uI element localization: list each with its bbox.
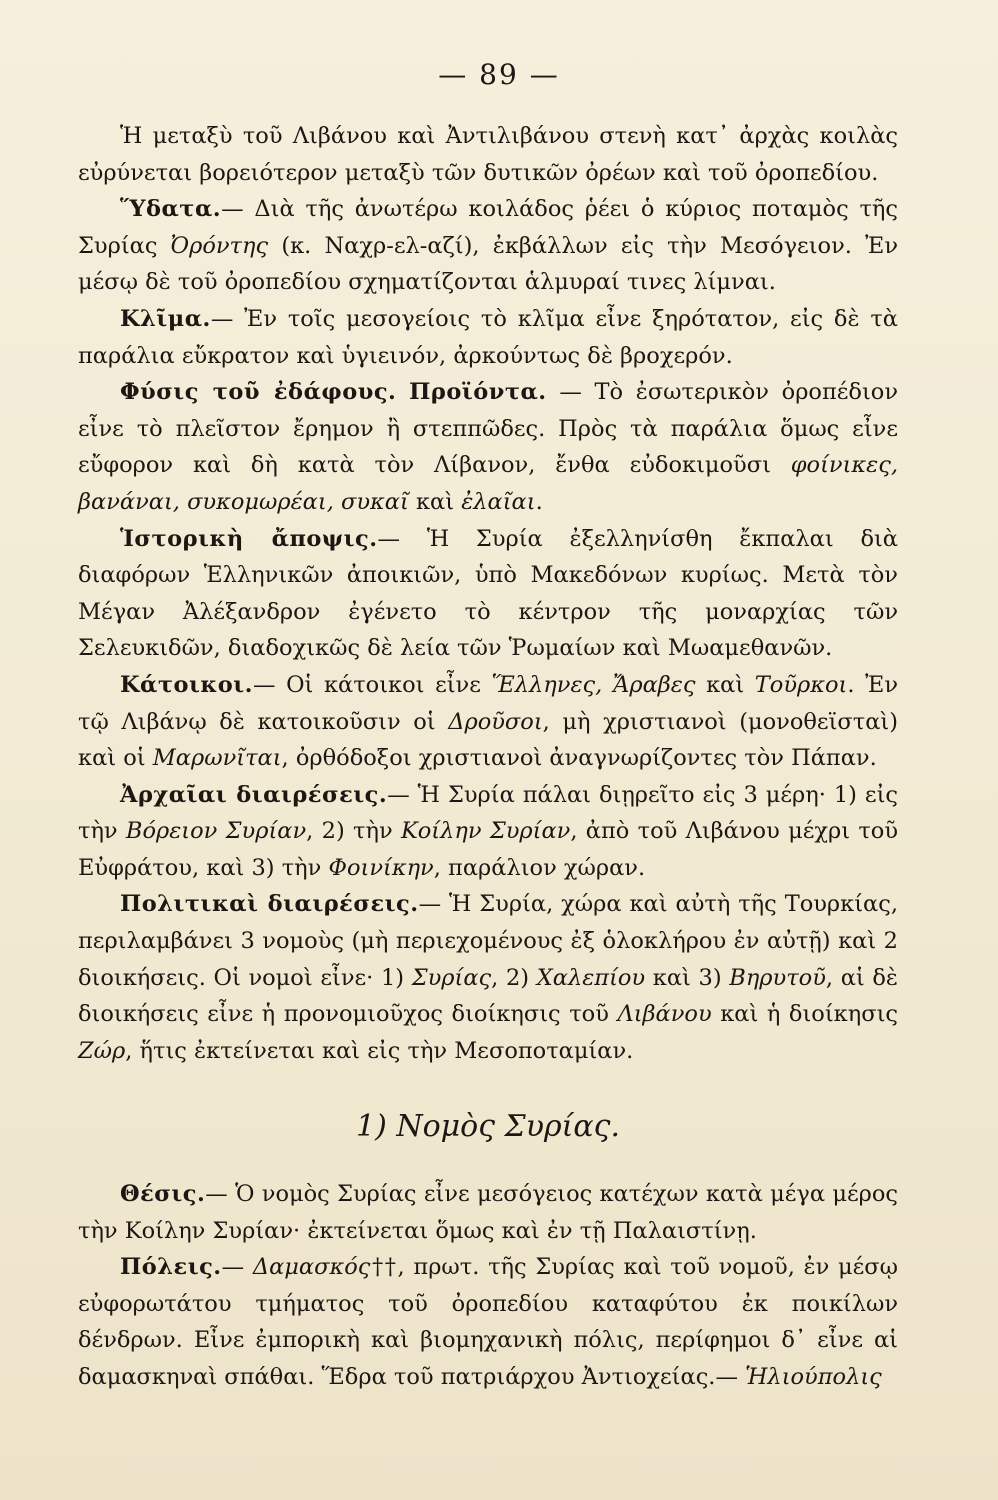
paragraph-position xyxy=(78,1176,898,1249)
text: , ἀπὸ τοῦ Λιβάνου μέχρι τοῦ Εὐφράτου, καὶ 3) τὴν xyxy=(78,818,899,881)
text: Ἡ μεταξὺ τοῦ Λιβάνου καὶ Ἀντιλιβάνου στενὴ κατ᾽ ἀρχὰς κοιλὰς εὐρύνεται βορειότερον μεταξὺ τῶν δυτικῶν ὀρέων καὶ τοῦ ὀροπεδίου. xyxy=(78,123,898,186)
italic-term: Ζώρ xyxy=(78,1037,126,1064)
text: , μὴ χριστιανοὶ (μονοθεϊσταὶ) καὶ οἱ xyxy=(78,708,899,772)
text: . Ἐν τῷ Λιβάνῳ δὲ κατοικοῦσιν οἱ xyxy=(78,671,898,735)
italic-term: Φοινίκην xyxy=(328,854,434,881)
text: . xyxy=(535,488,543,515)
text: , ὀρθόδοξοι χριστιανοὶ ἀναγνωρίζοντες τὸν Πάπαν. xyxy=(281,745,877,772)
paragraph-history xyxy=(78,521,898,667)
section-heading: Προϊόντα. xyxy=(409,379,547,406)
paragraph-waters xyxy=(78,191,898,301)
text: ††, πρωτ. τῆς Συρίας καὶ τοῦ νομοῦ, ἐν μέσῳ εὐφορωτάτου τμήματος τοῦ ὀροπεδίου καταφύτου ἐκ ποικίλων δένδρων. Εἶνε ἐμπορικὴ καὶ βιομηχανικὴ πόλις, περίφημοι δ᾽ εἶνε αἱ δαμασκηναὶ σπάθαι. Ἕδρα τοῦ πατριάρχου Ἀντιοχείας.— xyxy=(78,1254,898,1390)
section-heading: Θέσις. xyxy=(120,1181,206,1208)
text: καὶ ἡ διοίκησις xyxy=(711,1001,898,1028)
paragraph-ancient-divisions xyxy=(78,777,898,887)
paragraph-cities xyxy=(78,1249,898,1395)
section-title: 1) Νομὸς Συρίας. xyxy=(356,1109,620,1145)
text: , ἥτις ἐκτείνεται καὶ εἰς τὴν Μεσοποταμίαν. xyxy=(125,1037,634,1064)
section-heading: Κάτοικοι. xyxy=(120,671,253,698)
text: , 2) τὴν xyxy=(306,818,401,845)
paragraph-climate xyxy=(78,301,898,374)
paragraph-inhabitants xyxy=(78,667,898,777)
section-heading: Ὕδατα. xyxy=(120,196,222,223)
italic-term: Ἡλιούπολις xyxy=(745,1364,882,1390)
italic-term: Κοίλην Συρίαν xyxy=(400,818,571,845)
paragraph-valley xyxy=(78,118,898,191)
text: — Οἱ κάτοικοι εἶνε xyxy=(253,671,492,698)
italic-term: Δαμασκός xyxy=(252,1254,371,1281)
italic-term: Ὀρόντης xyxy=(170,232,269,259)
text: , παράλιον χώραν. xyxy=(433,854,646,881)
text: — Τὸ ἐσωτερικὸν ὀροπέδιον εἶνε τὸ πλεῖστον ἔρημον ἢ στεππῶδες. Πρὸς τὰ παράλια ὅμως εἶνε εὔφορον καὶ δὴ κατὰ τὸν Λίβανον, ἔνθα εὐδοκιμοῦσι xyxy=(78,379,899,479)
italic-term: Λιβάνου xyxy=(617,1001,712,1028)
italic-term: Ἕλληνες, Ἄραβες xyxy=(491,671,696,698)
text: — Ἡ Συρία, χώρα καὶ αὐτὴ τῆς Τουρκίας, περιλαμβάνει 3 νομοὺς (μὴ περιεχομένους ἐξ ὁλοκλήρου ἐν αὐτῇ) καὶ 2 διοικήσεις. Οἱ νομοὶ εἶνε· 1) xyxy=(78,891,898,991)
page-body xyxy=(78,118,898,1396)
section-heading: Φύσις τοῦ ἐδάφους. xyxy=(120,379,397,406)
text: — xyxy=(221,1254,253,1281)
section-heading: Ἱστορικὴ ἄποψις. xyxy=(120,525,378,552)
italic-term: Βόρειον Συρίαν xyxy=(125,818,307,845)
text: — Ἡ Συρία ἐξελληνίσθη ἔκπαλαι διὰ διαφόρων Ἑλληνικῶν ἀποικιῶν, ὑπὸ Μακεδόνων κυρίως. Μετὰ τὸν Μέγαν Ἀλέξανδρον ἐγένετο τὸ κέντρον τῆς μοναρχίας τῶν Σελευκιδῶν, διαδοχικῶς δὲ λεία τῶν Ῥωμαίων καὶ Μωαμεθανῶν. xyxy=(78,525,899,662)
text: , 2) xyxy=(491,964,537,991)
text: — Ἡ Συρία πάλαι διῃρεῖτο εἰς 3 μέρη· 1) εἰς τὴν xyxy=(78,781,898,845)
paragraph-soil-products xyxy=(78,374,898,520)
paragraph-political-divisions xyxy=(78,886,898,1069)
italic-term: Βηρυτοῦ xyxy=(729,964,826,991)
italic-term: Τοῦρκοι xyxy=(754,671,848,698)
section-heading: Πόλεις. xyxy=(120,1254,222,1281)
text: , αἱ δὲ διοικήσεις εἶνε ἡ προνομιοῦχος διοίκησις τοῦ xyxy=(78,964,898,1028)
italic-term: ἐλαῖαι xyxy=(461,488,536,515)
section-heading: Πολιτικαὶ διαιρέσεις. xyxy=(120,891,419,918)
text: — Διὰ τῆς ἀνωτέρω κοιλάδος ῥέει ὁ κύριος ποταμὸς τῆς Συρίας xyxy=(78,196,898,259)
text: — Ὁ νομὸς Συρίας εἶνε μεσόγειος κατέχων κατὰ μέγα μέρος τὴν Κοίλην Συρίαν· ἐκτείνεται ὅμως καὶ ἐν τῇ Παλαιστίνῃ. xyxy=(78,1181,898,1244)
page-number: — 89 — xyxy=(438,58,560,91)
text: καὶ xyxy=(695,671,755,698)
text: καὶ 3) xyxy=(645,964,730,991)
text: — Ἐν τοῖς μεσογείοις τὸ κλῖμα εἶνε ξηρότατον, εἰς δὲ τὰ παράλια εὔκρατον καὶ ὑγιεινόν, ἀρκούντως δὲ βροχερόν. xyxy=(78,305,898,369)
italic-term: Συρίας xyxy=(411,964,492,991)
italic-term: Χαλεπίου xyxy=(536,964,646,991)
section-heading: Κλῖμα. xyxy=(120,305,211,332)
italic-term: φοίνικες, βανάναι, συκομωρέαι, συκαῖ xyxy=(78,452,898,515)
section-heading: Ἀρχαῖαι διαιρέσεις. xyxy=(120,781,388,808)
italic-term: Δροῦσοι xyxy=(448,708,543,735)
text: (κ. Ναχρ-ελ-αζί), ἐκβάλλων εἰς τὴν Μεσόγειον. Ἐν μέσῳ δὲ τοῦ ὀροπεδίου σχηματίζονται ἁλμυραί τινες λίμναι. xyxy=(78,232,898,296)
text: καὶ xyxy=(408,488,462,515)
italic-term: Μαρωνῖται xyxy=(152,745,282,772)
